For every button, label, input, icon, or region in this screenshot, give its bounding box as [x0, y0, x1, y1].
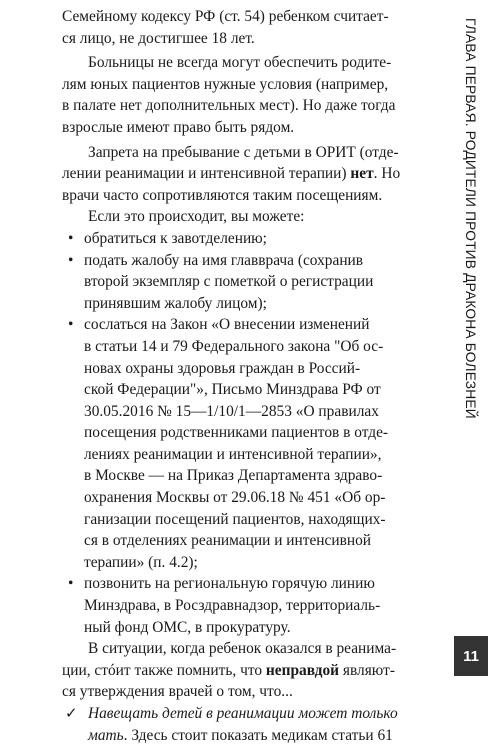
text-line: Если это происходит, вы можете: — [88, 208, 305, 226]
text-line: Минздрава, в Росздравнадзор, территориаль- — [84, 597, 381, 615]
text-line: охранения Москвы от 29.06.18 № 451 «Об ор- — [84, 489, 386, 507]
text-line: позвонить на региональную горячую линию — [84, 575, 375, 593]
bullet-list — [62, 228, 418, 638]
text-fragment: лении реанимации и интенсивной терапии) — [62, 165, 347, 183]
paragraph-family-code — [62, 6, 418, 49]
text-line — [62, 660, 418, 682]
text-line: в Москве — на Приказ Департамента здраво- — [84, 467, 383, 485]
text-fragment: . Здесь стоит показать медикам статьи 61 — [123, 726, 393, 744]
text-line: В ситуации, когда ребенок оказался в реанима- — [88, 640, 397, 658]
list-item — [62, 314, 418, 573]
bullet-marker: • — [68, 575, 74, 593]
text-line: ской Федерации"», Письмо Минздрава РФ от — [84, 381, 381, 399]
myth-statement: Навещать детей в реанимации может только — [88, 705, 398, 722]
paragraph-icu-situation — [62, 638, 418, 703]
checkmark-icon: ✓ — [65, 704, 78, 722]
text-line — [62, 163, 418, 185]
emphasis-no: нет — [350, 165, 374, 183]
page-number-box — [454, 636, 488, 676]
text-line — [88, 703, 418, 725]
paragraph-if-happens — [62, 206, 418, 228]
text-line: ганизации посещений пациентов, находящих- — [84, 510, 386, 528]
text-line: новах охраны здоровья граждан в Россий- — [84, 359, 361, 377]
checklist-item — [62, 703, 418, 746]
text-line: ся утверждения врачей о том, что... — [62, 683, 293, 701]
text-line: принявшим жалобу лицом); — [84, 294, 267, 312]
paragraph-hospitals — [62, 52, 418, 138]
text-line: терапии» (п. 4.2); — [84, 553, 198, 571]
text-line: лям юных пациентов нужные условия (например, — [62, 75, 389, 93]
text-line: в палате нет дополнительных мест). Но даже тогда — [62, 97, 396, 115]
text-line: сослаться на Закон «О внесении изменений — [84, 316, 370, 334]
text-line: врачи часто сопротивляются таким посещениям. — [62, 186, 383, 204]
list-item — [62, 228, 418, 250]
text-line: ся лицо, не достигшее 18 лет. — [62, 29, 255, 47]
running-header: ГЛАВА ПЕРВАЯ. РОДИТЕЛИ ПРОТИВ ДРАКОНА БОЛЕЗНЕЙ — [463, 18, 478, 419]
text-line: Больницы не всегда могут обеспечить родите- — [88, 54, 392, 72]
text-fragment: . Но — [373, 165, 401, 183]
text-fragment: ции, стóит также помнить, что — [62, 661, 263, 679]
text-line: второй экземпляр с пометкой о регистрации — [84, 273, 374, 291]
text-line: Семейному кодексу РФ (ст. 54) ребенком считает- — [62, 8, 389, 25]
text-line: Запрета на пребывание с детьми в ОРИТ (отде- — [88, 143, 399, 161]
text-line: посещения родственниками пациентов в отде- — [84, 424, 389, 442]
text-line — [88, 725, 418, 746]
bullet-marker: • — [68, 229, 74, 247]
paragraph-icu-visits — [62, 142, 418, 207]
bullet-marker: • — [68, 251, 74, 269]
text-line: ный фонд ОМС, в прокуратуру. — [84, 618, 291, 636]
page-body — [62, 6, 418, 746]
text-line: ся в отделениях реанимации и интенсивной — [84, 532, 372, 550]
text-line: подать жалобу на имя главврача (сохранив — [84, 251, 364, 269]
list-item — [62, 250, 418, 315]
text-line: лениях реанимации и интенсивной терапии», — [84, 445, 382, 463]
myth-statement: мать — [88, 726, 124, 744]
text-fragment: являют- — [342, 661, 395, 679]
text-line: 30.05.2016 № 15—1/10/1—2853 «О правилах — [84, 402, 379, 420]
text-line: обратиться к завотделению; — [84, 229, 267, 247]
list-item — [62, 573, 418, 638]
text-line: взрослые имеют право быть рядом. — [62, 118, 295, 136]
page-number: 11 — [463, 647, 479, 665]
emphasis-untrue: неправдой — [265, 661, 340, 679]
text-line: в статьи 14 и 79 Федерального закона "Об ос- — [84, 337, 384, 355]
bullet-marker: • — [68, 316, 74, 334]
